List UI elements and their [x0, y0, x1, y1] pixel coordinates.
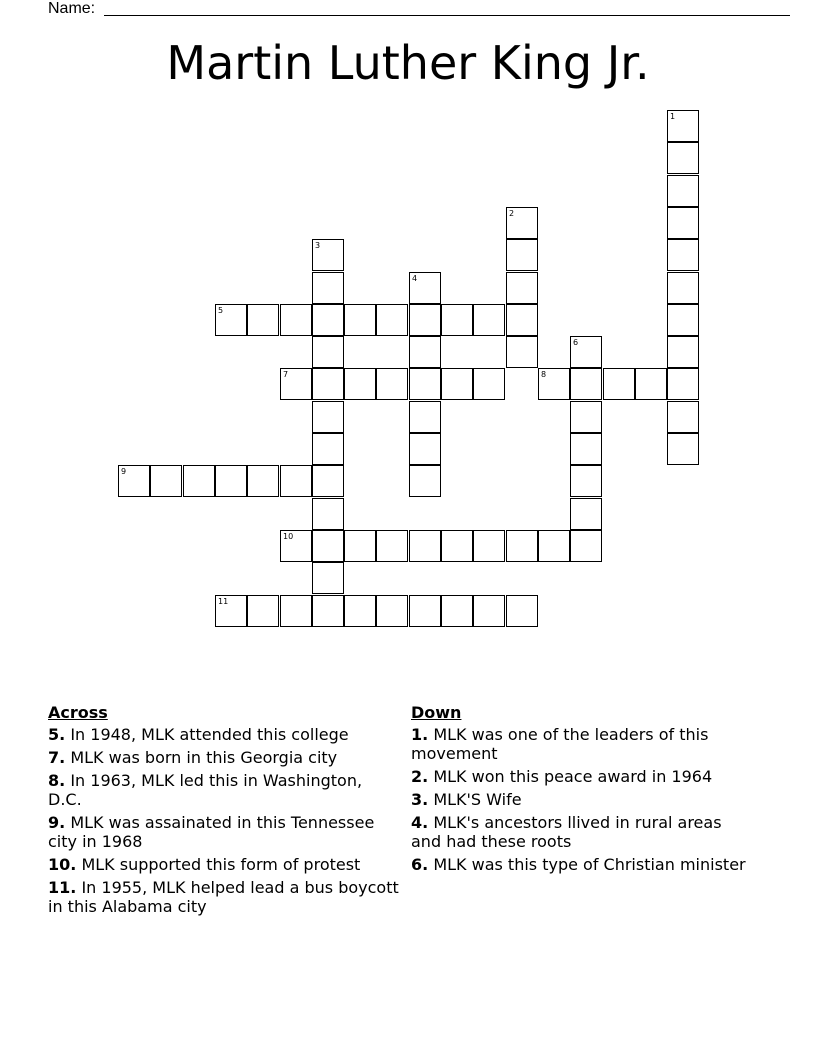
- cell-number: 2: [509, 209, 515, 218]
- down-clues: [411, 703, 751, 878]
- clue-across-10: 10. MLK supported this form of protest: [48, 855, 361, 874]
- grid-cell[interactable]: [409, 304, 441, 336]
- grid-cell[interactable]: [506, 239, 538, 271]
- grid-cell[interactable]: [409, 530, 441, 562]
- grid-cell[interactable]: [280, 304, 312, 336]
- grid-cell[interactable]: [344, 530, 376, 562]
- grid-cell[interactable]: [376, 595, 408, 627]
- grid-cell[interactable]: [344, 304, 376, 336]
- grid-cell[interactable]: [409, 595, 441, 627]
- grid-cell[interactable]: [635, 368, 667, 400]
- grid-cell[interactable]: [473, 530, 505, 562]
- grid-cell[interactable]: [570, 368, 602, 400]
- grid-cell[interactable]: [376, 530, 408, 562]
- grid-cell[interactable]: [118, 465, 150, 497]
- grid-cell[interactable]: [409, 336, 441, 368]
- grid-cell[interactable]: [409, 272, 441, 304]
- across-heading: Across: [48, 703, 108, 722]
- grid-cell[interactable]: [667, 239, 699, 271]
- grid-cell[interactable]: [506, 595, 538, 627]
- grid-cell[interactable]: [441, 530, 473, 562]
- grid-cell[interactable]: [183, 465, 215, 497]
- grid-cell[interactable]: [441, 304, 473, 336]
- grid-cell[interactable]: [667, 433, 699, 465]
- grid-cell[interactable]: [312, 239, 344, 271]
- grid-cell[interactable]: [667, 272, 699, 304]
- grid-cell[interactable]: [667, 368, 699, 400]
- grid-cell[interactable]: [441, 368, 473, 400]
- cell-number: 11: [218, 597, 229, 606]
- grid-cell[interactable]: [441, 595, 473, 627]
- grid-cell[interactable]: [570, 336, 602, 368]
- cell-number: 5: [218, 306, 224, 315]
- grid-cell[interactable]: [473, 595, 505, 627]
- grid-cell[interactable]: [506, 207, 538, 239]
- grid-cell[interactable]: [215, 465, 247, 497]
- grid-cell[interactable]: [312, 401, 344, 433]
- grid-cell[interactable]: [506, 530, 538, 562]
- grid-cell[interactable]: [570, 433, 602, 465]
- clue-down-1: 1. MLK was one of the leaders of this movement: [411, 725, 709, 763]
- grid-cell[interactable]: [247, 304, 279, 336]
- grid-cell[interactable]: [312, 368, 344, 400]
- grid-cell[interactable]: [312, 336, 344, 368]
- grid-cell[interactable]: [667, 336, 699, 368]
- grid-cell[interactable]: [312, 272, 344, 304]
- grid-cell[interactable]: [280, 368, 312, 400]
- grid-cell[interactable]: [312, 498, 344, 530]
- cell-number: 9: [121, 467, 127, 476]
- clue-down-2: 2. MLK won this peace award in 1964: [411, 767, 713, 786]
- grid-cell[interactable]: [473, 368, 505, 400]
- grid-cell[interactable]: [344, 368, 376, 400]
- clue-across-8: 8. In 1963, MLK led this in Washington, D.C.: [48, 771, 363, 809]
- grid-cell[interactable]: [409, 433, 441, 465]
- down-heading: Down: [411, 703, 462, 722]
- cell-number: 10: [283, 532, 294, 541]
- grid-cell[interactable]: [667, 175, 699, 207]
- grid-cell[interactable]: [506, 272, 538, 304]
- grid-cell[interactable]: [667, 142, 699, 174]
- grid-cell[interactable]: [603, 368, 635, 400]
- grid-cell[interactable]: [506, 336, 538, 368]
- grid-cell[interactable]: [312, 595, 344, 627]
- grid-cell[interactable]: [150, 465, 182, 497]
- grid-cell[interactable]: [376, 368, 408, 400]
- page-title: Martin Luther King Jr.: [166, 36, 650, 90]
- grid-cell[interactable]: [570, 401, 602, 433]
- clue-across-9: 9. MLK was assainated in this Tennessee city in 1968: [48, 813, 375, 851]
- name-label: Name:: [48, 0, 96, 17]
- cell-number: 7: [283, 370, 289, 379]
- grid-cell[interactable]: [473, 304, 505, 336]
- clue-across-5: 5. In 1948, MLK attended this college: [48, 725, 349, 744]
- grid-cell[interactable]: [409, 401, 441, 433]
- clue-down-3: 3. MLK'S Wife: [411, 790, 522, 809]
- grid-cell[interactable]: [247, 595, 279, 627]
- grid-cell[interactable]: [667, 304, 699, 336]
- clue-across-11: 11. In 1955, MLK helped lead a bus boycott in this Alabama city: [48, 878, 399, 916]
- grid-cell[interactable]: [312, 530, 344, 562]
- grid-cell[interactable]: [312, 465, 344, 497]
- cell-number: 4: [412, 274, 418, 283]
- clue-down-4: 4. MLK's ancestors llived in rural areas and had these roots: [411, 813, 722, 851]
- grid-cell[interactable]: [667, 207, 699, 239]
- grid-cell[interactable]: [667, 110, 699, 142]
- grid-cell[interactable]: [376, 304, 408, 336]
- grid-cell[interactable]: [570, 465, 602, 497]
- grid-cell[interactable]: [247, 465, 279, 497]
- grid-cell[interactable]: [280, 530, 312, 562]
- grid-cell[interactable]: [570, 498, 602, 530]
- clue-down-6: 6. MLK was this type of Christian minister: [411, 855, 746, 874]
- clue-across-7: 7. MLK was born in this Georgia city: [48, 748, 338, 767]
- grid-cell[interactable]: [409, 465, 441, 497]
- grid-cell[interactable]: [280, 465, 312, 497]
- grid-cell[interactable]: [570, 530, 602, 562]
- cell-number: 1: [670, 112, 676, 121]
- grid-cell[interactable]: [312, 433, 344, 465]
- grid-cell[interactable]: [506, 304, 538, 336]
- cell-number: 8: [541, 370, 547, 379]
- grid-cell[interactable]: [215, 304, 247, 336]
- grid-cell[interactable]: [409, 368, 441, 400]
- grid-cell[interactable]: [312, 304, 344, 336]
- grid-cell[interactable]: [344, 595, 376, 627]
- grid-cell[interactable]: [312, 562, 344, 594]
- grid-cell[interactable]: [667, 401, 699, 433]
- grid-cell[interactable]: [538, 368, 570, 400]
- across-clues: [48, 703, 400, 920]
- grid-cell[interactable]: [280, 595, 312, 627]
- cell-number: 6: [573, 338, 579, 347]
- grid-cell[interactable]: [538, 530, 570, 562]
- grid-cell[interactable]: [215, 595, 247, 627]
- cell-number: 3: [315, 241, 321, 250]
